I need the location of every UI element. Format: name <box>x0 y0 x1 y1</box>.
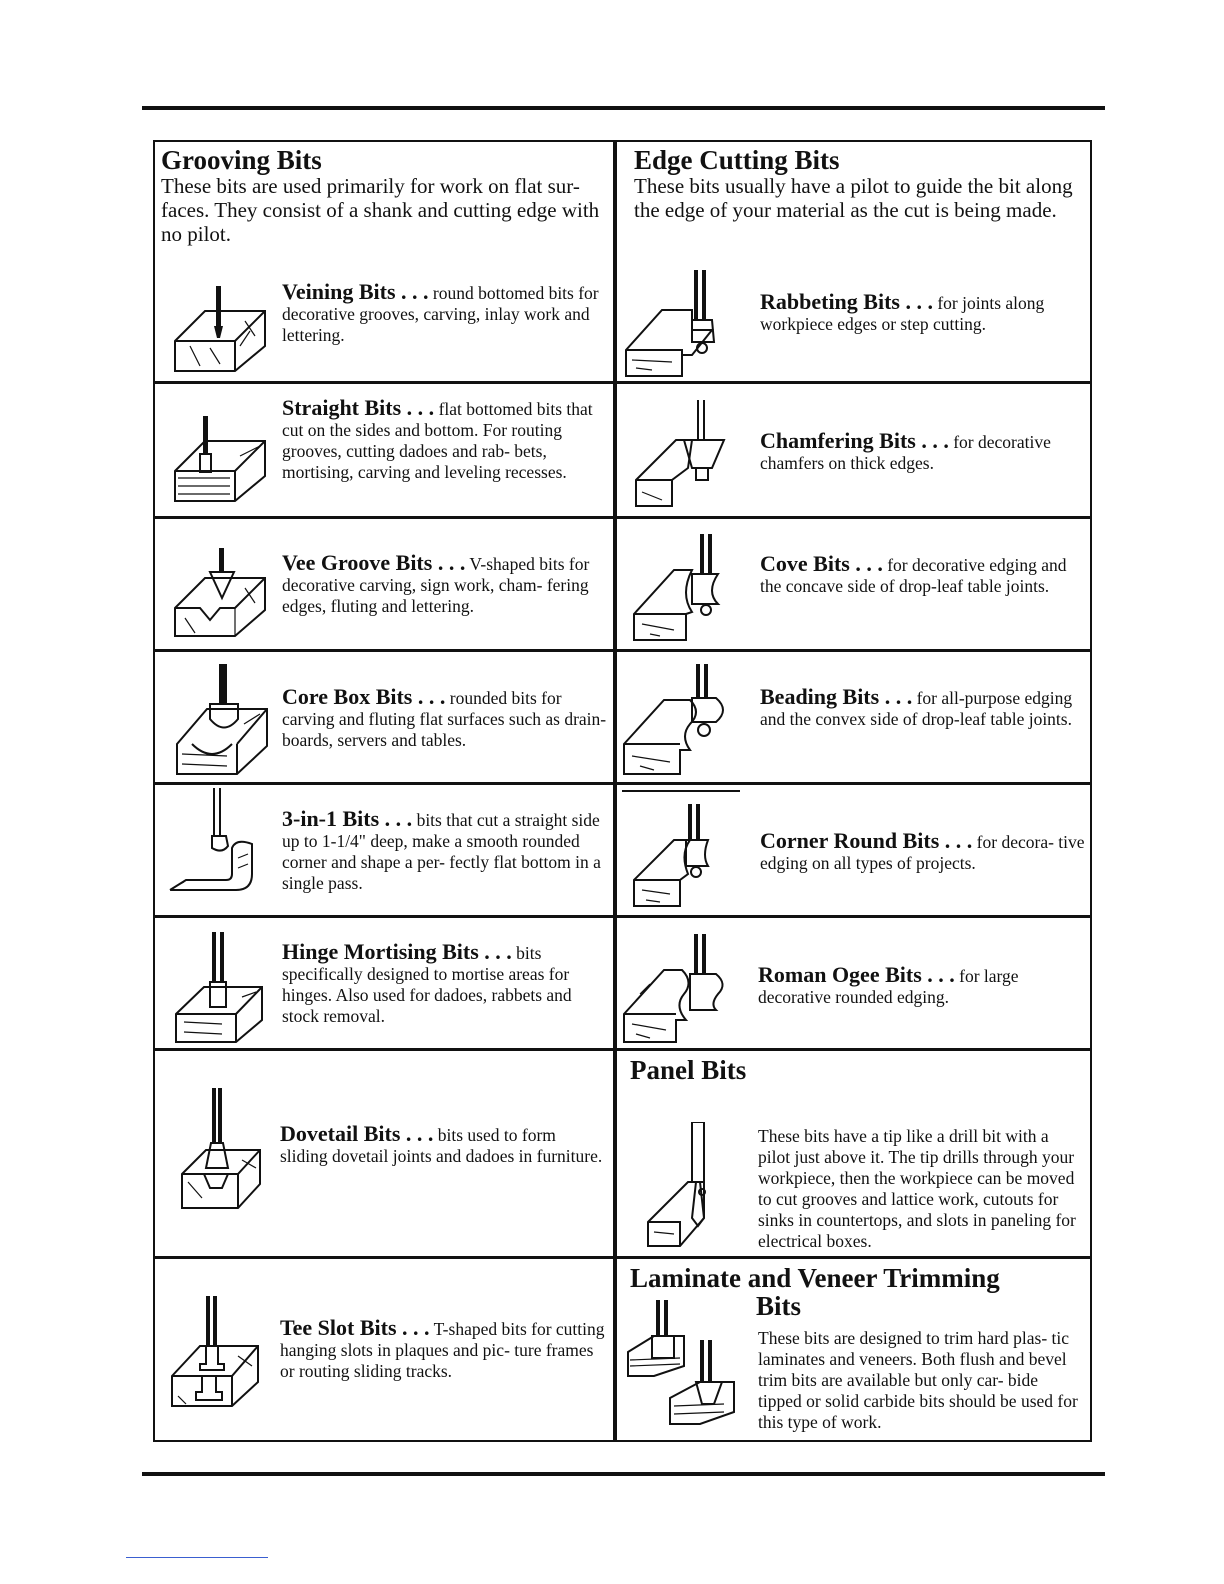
dovetail-bits-item <box>280 1122 605 1167</box>
item-desc: bits used to form sliding dovetail joints and dadoes in furniture. <box>280 1125 603 1166</box>
item-title: Hinge Mortising Bits . . . <box>282 939 512 964</box>
row-divider <box>153 381 615 384</box>
rabbeting-bits-item <box>760 290 1085 335</box>
hinge-mortising-bit-icon <box>172 932 268 1044</box>
grooving-title: Grooving Bits <box>161 145 322 175</box>
corner-round-bits-item <box>760 829 1085 874</box>
row-divider <box>153 649 615 652</box>
straight-bit-icon <box>170 416 270 502</box>
item-title: Vee Groove Bits . . . <box>282 550 466 575</box>
panel-description: These bits have a tip like a drill bit with a pilot just above it. The tip drills through your workpiece, then the workpiece can be moved to cut grooves and lattice work, cutouts for sinks in countertops, and slots in paneling for electrical boxes. <box>758 1126 1076 1251</box>
short-divider <box>622 790 740 792</box>
row-divider <box>615 1256 1092 1259</box>
item-title: Beading Bits . . . <box>760 684 913 709</box>
panel-bits-description <box>758 1126 1078 1252</box>
item-desc: flat bottomed bits that cut on the sides and bottom. For routing grooves, cutting dadoes and rab- bets, mortising, carving and leveling recesses. <box>282 399 593 482</box>
item-desc: for decorative edging and the concave side of drop-leaf table joints. <box>760 555 1067 596</box>
three-in-one-bits-item <box>282 807 602 894</box>
grooving-description: These bits are used primarily for work on flat sur- faces. They consist of a shank and cutting edge with no pilot. <box>161 174 600 246</box>
three-in-one-bit-icon <box>166 788 262 894</box>
item-title: Corner Round Bits . . . <box>760 828 973 853</box>
item-title: 3-in-1 Bits . . . <box>282 806 413 831</box>
laminate-bits-description <box>758 1328 1078 1433</box>
corner-round-bit-icon <box>630 804 730 908</box>
veining-bits-item <box>282 280 607 346</box>
column-divider <box>613 140 617 1442</box>
row-divider <box>153 516 615 519</box>
cove-bits-item <box>760 552 1085 597</box>
laminate-trim-bit-icon <box>624 1300 754 1426</box>
row-divider <box>615 782 1092 785</box>
item-title: Core Box Bits . . . <box>282 684 446 709</box>
item-title: Chamfering Bits . . . <box>760 428 949 453</box>
chamfering-bit-icon <box>632 400 732 510</box>
item-desc: for large decorative rounded edging. <box>758 966 1019 1007</box>
chamfering-bits-item <box>760 429 1085 474</box>
row-divider <box>153 1256 615 1259</box>
vee-groove-bit-icon <box>170 548 270 638</box>
edge-description: These bits usually have a pilot to guide the bit along the edge of your material as the cut is being made. <box>634 174 1073 222</box>
panel-section-header <box>630 1056 930 1084</box>
laminate-title-line2: Bits <box>756 1291 802 1321</box>
item-desc: V-shaped bits for decorative carving, sign work, cham- fering edges, fluting and lettering. <box>282 554 590 616</box>
item-title: Tee Slot Bits . . . <box>280 1315 430 1340</box>
roman-ogee-bits-item <box>758 963 1083 1008</box>
item-desc: for decorative chamfers on thick edges. <box>760 432 1051 473</box>
item-title: Straight Bits . . . <box>282 395 435 420</box>
item-desc: T-shaped bits for cutting hanging slots in plaques and pic- ture frames or routing sliding tracks. <box>280 1319 605 1381</box>
item-desc: for joints along workpiece edges or step cutting. <box>760 293 1045 334</box>
item-title: Roman Ogee Bits . . . <box>758 962 955 987</box>
cove-bit-icon <box>630 534 730 642</box>
item-desc: rounded bits for carving and fluting flat surfaces such as drain-boards, servers and tables. <box>282 688 607 750</box>
item-title: Cove Bits . . . <box>760 551 883 576</box>
laminate-title-line1: Laminate and Veneer Trimming <box>630 1263 1000 1293</box>
item-desc: bits that cut a straight side up to 1-1/4" deep, make a smooth rounded corner and shape a per- fectly flat bottom in a single pass. <box>282 810 601 893</box>
item-desc: for decora- tive edging on all types of projects. <box>760 832 1085 873</box>
rabbeting-bit-icon <box>622 270 722 378</box>
bottom-rule <box>142 1472 1105 1476</box>
dovetail-bit-icon <box>178 1088 264 1210</box>
beading-bits-item <box>760 685 1085 730</box>
edge-title: Edge Cutting Bits <box>634 145 840 175</box>
row-divider <box>615 649 1092 652</box>
veining-bit-icon <box>170 286 270 372</box>
footnote-line <box>126 1557 268 1558</box>
tee-slot-bit-icon <box>168 1296 262 1408</box>
item-title: Veining Bits . . . <box>282 279 429 304</box>
row-divider <box>153 915 615 918</box>
panel-bit-icon <box>644 1122 724 1250</box>
row-divider <box>615 1048 1092 1051</box>
item-desc: round bottomed bits for decorative grooves, carving, inlay work and lettering. <box>282 283 599 345</box>
item-desc: bits specifically designed to mortise areas for hinges. Also used for dadoes, rabbets and stock removal. <box>282 943 572 1026</box>
roman-ogee-bit-icon <box>620 934 730 1044</box>
laminate-description: These bits are designed to trim hard plas- tic laminates and veneers. Both flush and bevel trim bits are available but only car- bide tipped or solid carbide bits should be used for this type of work. <box>758 1328 1078 1432</box>
item-title: Rabbeting Bits . . . <box>760 289 933 314</box>
core-box-bit-icon <box>172 664 272 776</box>
top-rule <box>142 106 1105 110</box>
straight-bits-item <box>282 396 602 483</box>
row-divider <box>615 381 1092 384</box>
edge-section-header <box>634 146 1079 222</box>
item-desc: for all-purpose edging and the convex side of drop-leaf table joints. <box>760 688 1073 729</box>
row-divider <box>153 782 615 785</box>
panel-title: Panel Bits <box>630 1055 747 1085</box>
item-title: Dovetail Bits . . . <box>280 1121 434 1146</box>
hinge-mortising-bits-item <box>282 940 607 1027</box>
vee-groove-bits-item <box>282 551 607 617</box>
row-divider <box>153 1048 615 1051</box>
beading-bit-icon <box>620 664 740 776</box>
tee-slot-bits-item <box>280 1316 605 1382</box>
row-divider <box>615 915 1092 918</box>
grooving-section-header <box>161 146 606 246</box>
core-box-bits-item <box>282 685 607 751</box>
row-divider <box>615 516 1092 519</box>
